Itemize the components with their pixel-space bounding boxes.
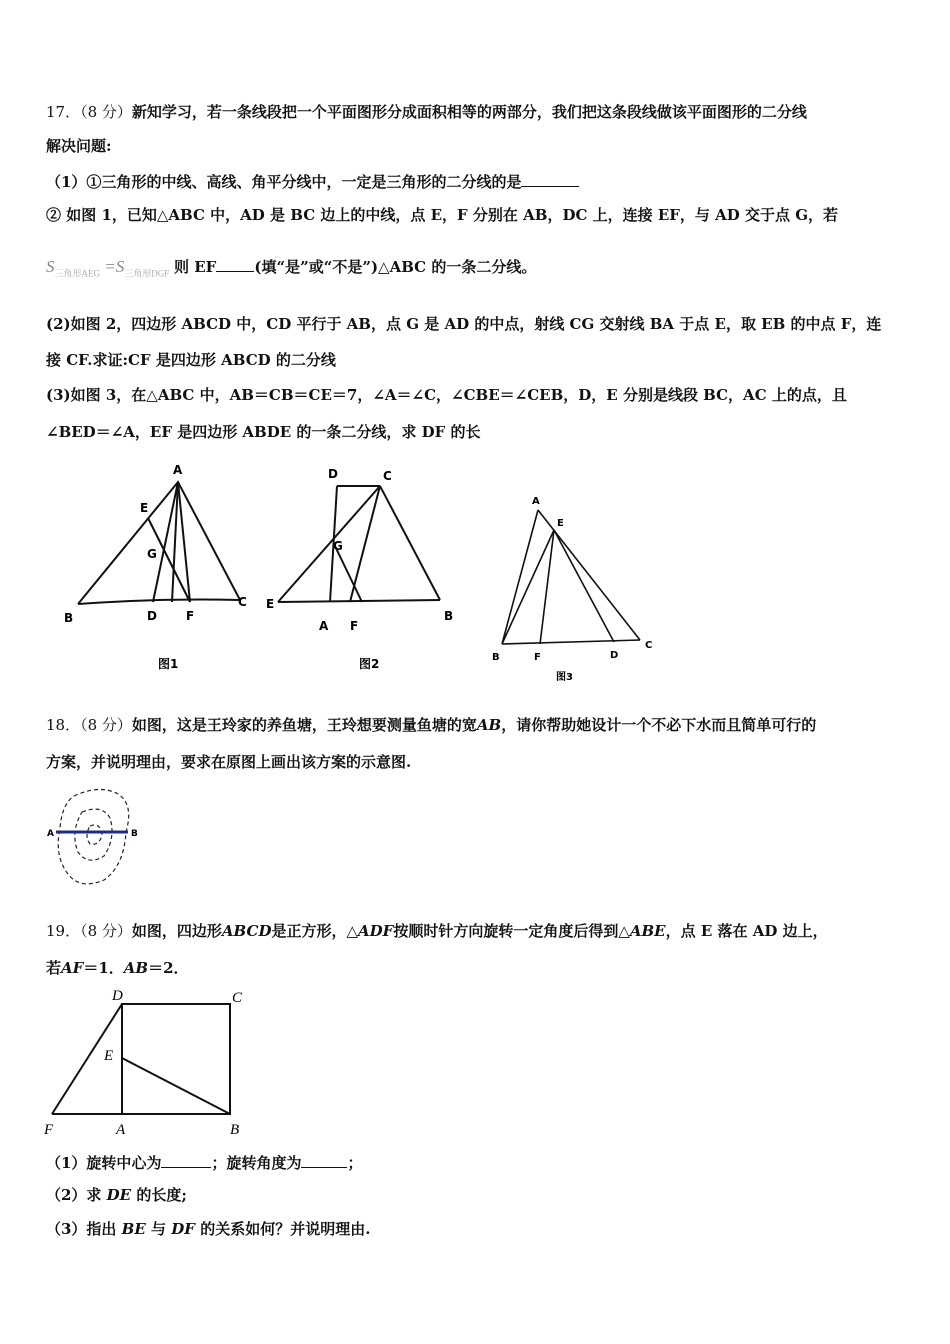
sq-label-E: E [104,1048,114,1064]
area-formula: $S_{三角形AEG} =S_{三角形DGF}$ [46,257,170,279]
q17-number: 17．（8 分） [46,103,132,121]
q17-solve-heading: 解决问题: [46,137,112,155]
sq-label-D: D [112,988,123,1004]
figure-1 [60,458,260,678]
fig1-label-D: D [147,609,157,623]
fig1-label-A: A [173,463,183,477]
q19-number: 19．（8 分） [46,922,132,940]
sq-label-F: F [44,1122,54,1138]
q19-line-2: 若AF＝1．AB＝2． [46,959,189,977]
answer-blank[interactable] [216,255,254,272]
square-figure [40,984,260,1140]
fig2-label-D: D [328,467,338,481]
fig3-label-D: D [610,650,619,661]
fig2-label-C: C [383,469,392,483]
q18-line-1: 18．（8 分）如图，这是王玲家的养鱼塘，王玲想要测量鱼塘的宽AB，请你帮助她设计一个不必下水而且简单可行的 [46,716,817,734]
pond-label-A: A [47,829,54,839]
q17-part2-cont: 接 CF.求证:CF 是四边形 ABCD 的二分线 [46,351,336,369]
q17-part3: (3)如图 3，在△ABC 中，AB＝CB＝CE＝7，∠A＝∠C，∠CBE＝∠CEB，D，E 分别是线段 BC，AC 上的点，且 [46,386,847,404]
q19-part3: （3）指出 BE 与 DF 的关系如何？并说明理由. [46,1220,371,1238]
sq-label-B: B [230,1122,240,1138]
answer-blank[interactable] [301,1151,347,1168]
figure-2 [262,458,462,678]
pond-label-B: B [131,829,138,839]
fig1-label-C: C [238,595,247,609]
q17-line-1 [46,102,807,122]
answer-blank[interactable] [161,1151,211,1168]
sq-label-C: C [232,990,243,1006]
pond-figure [44,782,154,894]
q17-condition: $S_{三角形AEG} =S_{三角形DGF}$ 则 EF (填“是”或“不是”)△ABC 的一条二分线。 [46,257,537,279]
sq-label-A: A [116,1122,126,1138]
fig1-caption: 图1 [158,657,179,671]
q17-part1-2: ② 如图 1，已知△ABC 中，AD 是 BC 边上的中线，点 E，F 分别在 AB，DC 上，连接 EF，与 AD 交于点 G，若 [46,206,839,224]
fig1-label-F: F [186,609,195,623]
q18-line-2: 方案，并说明理由，要求在原图上画出该方案的示意图. [46,753,412,771]
fig3-label-B: B [492,652,500,663]
q19-part1: （1）旋转中心为 ；旋转角度为 ； [46,1151,362,1173]
fig1-label-B: B [64,611,74,625]
q18-number: 18．（8 分） [46,716,132,734]
fig2-caption: 图2 [359,657,380,671]
answer-blank[interactable] [521,170,579,187]
figure-3 [488,490,668,690]
q19-part2: （2）求 DE 的长度; [46,1186,187,1204]
fig2-label-B: B [444,609,454,623]
q17-part2: (2)如图 2，四边形 ABCD 中，CD 平行于 AB，点 G 是 AD 的中点，射线 CG 交射线 BA 于点 E，取 EB 的中点 F，连 [46,315,882,333]
fig3-caption: 图3 [556,672,573,683]
fig2-label-G: G [333,539,343,553]
q17-part1: （1）①三角形的中线、高线、角平分线中，一定是三角形的二分线的是 [46,170,579,192]
q17-part3-cont: ∠BED＝∠A，EF 是四边形 ABDE 的一条二分线，求 DF 的长 [46,423,481,441]
q17-intro: 新知学习，若一条线段把一个平面图形分成面积相等的两部分，我们把这条段线做该平面图形的二分线 [131,103,807,121]
fig3-label-E: E [557,518,564,529]
fig3-label-F: F [534,652,541,663]
fig2-label-F: F [350,619,359,633]
fig1-label-G: G [147,547,157,561]
q19-line-1: 19．（8 分）如图，四边形ABCD是正方形，△ADF按顺时针方向旋转一定角度后得到△ABE，点 E 落在 AD 边上， [46,922,828,940]
fig1-label-E: E [140,501,149,515]
fig3-label-A: A [532,496,540,507]
fig2-label-A: A [319,619,329,633]
fig2-label-E: E [266,597,275,611]
fig3-label-C: C [645,640,653,651]
